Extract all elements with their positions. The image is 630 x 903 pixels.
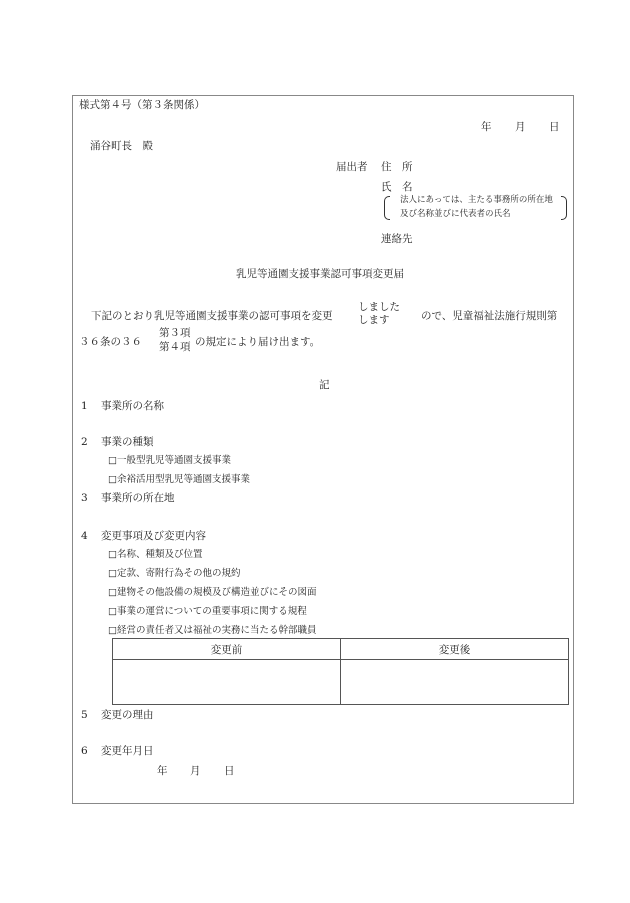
section-1-number: 1	[81, 400, 88, 412]
section-6-label: 変更年月日	[101, 745, 154, 757]
note-line-1: 法人にあっては、主たる事務所の所在地	[400, 195, 553, 205]
date-month: 月	[515, 121, 526, 133]
change-date-month: 月	[190, 765, 201, 777]
note-bracket-right	[561, 196, 567, 220]
applicant-label: 届出者	[336, 161, 368, 173]
date-day: 日	[549, 121, 560, 133]
cell-before[interactable]	[113, 660, 341, 705]
header-before: 変更前	[113, 639, 341, 660]
body-line2-end: の規定により届け出ます。	[195, 336, 321, 348]
checkbox-operation-rules[interactable]: □事業の運営についての重要事項に関する規程	[108, 606, 307, 617]
section-3-number: 3	[81, 492, 88, 504]
addressee: 涌谷町長 殿	[90, 140, 153, 152]
checkbox-general-type[interactable]: □一般型乳児等通園支援事業	[108, 455, 231, 466]
document-title: 乳児等通園支援事業認可事項変更届	[236, 268, 404, 280]
header-after: 変更後	[341, 639, 569, 660]
name-label: 氏 名	[381, 181, 413, 193]
checkbox-articles[interactable]: □定款、寄附行為その他の規約	[108, 568, 241, 579]
section-5-number: 5	[81, 709, 88, 721]
form-number: 様式第４号（第３条関係）	[79, 99, 205, 111]
contact-label: 連絡先	[381, 233, 413, 245]
section-4-label: 変更事項及び変更内容	[101, 530, 206, 542]
section-3-label: 事業所の所在地	[101, 492, 175, 504]
change-date-day: 日	[224, 765, 235, 777]
checkbox-name-type-location[interactable]: □名称、種類及び位置	[108, 549, 203, 560]
section-4-number: 4	[81, 530, 88, 542]
body-line1-end: ので、児童福祉法施行規則第	[421, 310, 558, 322]
section-5-label: 変更の理由	[101, 709, 154, 721]
note-bracket-left	[384, 196, 390, 220]
address-label: 住 所	[381, 161, 413, 173]
change-table	[112, 638, 569, 705]
date-year: 年	[481, 121, 492, 133]
cell-after[interactable]	[341, 660, 569, 705]
body-line1-start: 下記のとおり乳児等通園支援事業の認可事項を変更	[91, 310, 333, 322]
change-date-year: 年	[157, 765, 168, 777]
section-2-number: 2	[81, 436, 88, 448]
checkbox-surplus-type[interactable]: □余裕活用型乳児等通園支援事業	[108, 474, 250, 485]
section-1-label: 事業所の名称	[101, 400, 164, 412]
ki-heading: 記	[319, 379, 330, 391]
section-6-number: 6	[81, 745, 88, 757]
checkbox-staff[interactable]: □経営の責任者又は福祉の実務に当たる幹部職員	[108, 625, 317, 636]
option-future: します	[358, 314, 390, 326]
option-item3: 第３項	[159, 327, 191, 339]
body-line2-start: ３６条の３６	[79, 336, 142, 348]
option-item4: 第４項	[159, 341, 191, 353]
option-past: しました	[358, 301, 400, 313]
note-line-2: 及び名称並びに代表者の氏名	[400, 209, 511, 219]
section-2-label: 事業の種類	[101, 436, 154, 448]
checkbox-building[interactable]: □建物その他設備の規模及び構造並びにその図面	[108, 587, 317, 598]
